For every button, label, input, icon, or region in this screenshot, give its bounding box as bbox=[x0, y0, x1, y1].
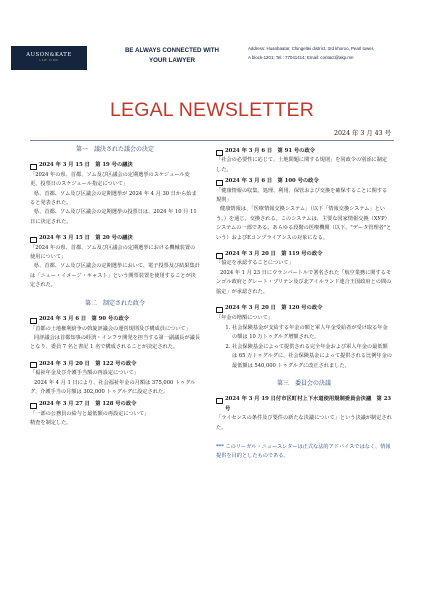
entry-heading: 2024 年 3 月 6 日 第 91 号の政令 bbox=[216, 147, 392, 156]
issue-number: 2024 年 3 月 43 号 bbox=[334, 130, 391, 137]
entry-text: 県、首都、ソム及び区議会の定期選挙が 2024 年 4 月 30 日から始まると発表された。 bbox=[30, 190, 197, 207]
disclaimer-stars: *** bbox=[216, 443, 224, 450]
entry-text: 「社会の必要性に応じて、土地問題に関する規則」を同政令の別添に制定した。 bbox=[216, 157, 388, 173]
firm-logo bbox=[11, 46, 87, 70]
entry-text: 「首都の土地権利紛争の斡旋評議会の運営規則及び構成員について」 bbox=[30, 325, 191, 332]
entry-decree-120 bbox=[216, 304, 392, 371]
contact-line[interactable]: A block-1201; Tel.: 77041414; Email: contact@akp.mn bbox=[248, 55, 354, 60]
entry-decree-122 bbox=[30, 360, 200, 398]
disclaimer bbox=[216, 443, 392, 462]
entry-text: 「年金の増額について」 bbox=[216, 314, 273, 321]
entry-heading: 2024 年 3 月 6 日 第 90 号の政令 bbox=[30, 315, 200, 324]
contact-info bbox=[248, 44, 420, 62]
entry-text: 「健康情報の収集、処理、利用、保管および交換を確保することに関する規則」 bbox=[216, 187, 388, 204]
entry-text: 「ライセンスの条件及び要件の新たな決議について」という決議が制定された。 bbox=[216, 415, 392, 431]
section-heading-1: 第一 議決された議会の決定 bbox=[75, 146, 154, 153]
entry-heading: 2024 年 3 月 20 日 第 122 号の政令 bbox=[30, 360, 200, 369]
disclaimer-text: このリーガル・ニュースレターは正式な法的アドバイスではなく、情報提供を目的としたものである。 bbox=[216, 443, 391, 460]
entry-heading: 2024 年 3 月 27 日 第 128 号の政令 bbox=[30, 400, 200, 409]
entry-decree-119 bbox=[216, 250, 392, 297]
entry-heading: 2024 年 3 月 20 日 第 120 号の政令 bbox=[216, 304, 392, 313]
section-heading-2: 第二 制定された政令 bbox=[84, 299, 145, 307]
entry-heading: 2024 年 3 月 20 日 第 119 号の政令 bbox=[216, 250, 392, 259]
top-divider bbox=[30, 140, 394, 141]
right-column bbox=[216, 147, 392, 462]
entry-text: 「福祉年金及び介護手当額の再設定について」 bbox=[30, 370, 139, 377]
entry-text: 県、首都、ソム及び区議会の定期選挙の投票日は、2024 年 10 月 11 日に決定された。 bbox=[30, 209, 197, 225]
entry-decree-128 bbox=[30, 400, 200, 428]
slogan bbox=[110, 46, 234, 66]
entry-text: 2024 年 4 月 1 日により、社会福祉年金の月額は 375,000 トゥグルグ、介護手当の月額は 302,000 トゥグルグに設定された。 bbox=[30, 379, 196, 395]
entry-decree-91 bbox=[216, 147, 392, 175]
slogan-line-2: YOUR LAWYER bbox=[148, 57, 196, 64]
entry-heading: 2024 年 3 月 15 日 第 19 号の議決 bbox=[30, 161, 200, 170]
entry-text: 2024 年 1 月 23 日にウランバートルで署名された「航空業務に関するモンゴル政府とグレート・ブリテン及び北アイルランド連合王国政府との間の協定」が承認された。 bbox=[216, 269, 392, 295]
list-item: 1. 社会保険基金が支給する年金の額と軍人年金受給者が受け取る年金の額は 10 万トゥグルグ増額された。 bbox=[232, 324, 392, 343]
entry-text: 同評議会は首都知事の経済・インフラ開発を担当する第一副議長が議長となり、委員 7 名と書記 1 名で構成されることが決定された。 bbox=[30, 334, 201, 351]
entry-text: 「2024 年の県、首都、ソム及び区議会の定期選挙のスケジュール変更、投票日のスケジュール指定について」 bbox=[30, 171, 190, 188]
entry-text: 「2024 年の県、首都、ソム及び区議会の定期選挙における機械装置の使用について」 bbox=[30, 244, 196, 261]
entry-text: 「一部の公務員の給与と最低額の再設定について」 bbox=[30, 410, 150, 417]
entry-committee-resolution-23 bbox=[216, 395, 392, 433]
entry-heading: 2024 年 3 月 15 日 第 20 号の議決 bbox=[30, 234, 200, 243]
section-heading-3: 第三 委員会の決議 bbox=[276, 379, 331, 387]
logo-text: AUSON&KATE bbox=[26, 52, 72, 59]
entry-resolution-20 bbox=[30, 234, 200, 290]
slogan-line-1: BE ALWAYS CONNECTED WITH bbox=[124, 47, 220, 54]
newsletter-title: LEGAL NEWSLETTER bbox=[109, 99, 315, 121]
entry-text: 「協定を承認することについて」 bbox=[216, 260, 294, 267]
pension-items-list bbox=[216, 324, 392, 371]
list-item: 2. 社会保険基金によって提供される完全年金および軍人年金の最低額は 65 万トゥグルグに、社会保険基金によって提供される比例年金の最低額は 540,000 トゥグルグに改正されました。 bbox=[232, 343, 392, 371]
entry-decree-90 bbox=[30, 315, 200, 353]
logo-subtext: LAW FIRM bbox=[39, 59, 59, 63]
address-line: Address: Huanbaatar, Chingeltei district, 3rd khoroo, Pearl tower, bbox=[248, 46, 375, 51]
entry-heading: 2024 年 3 月 19 日付市区町村上下水道使用規制委員会決議 第 23 号 bbox=[216, 395, 392, 414]
entry-heading: 2024 年 3 月 6 日 第 100 号の政令 bbox=[216, 177, 392, 186]
left-column bbox=[30, 145, 200, 429]
entry-text: 健康情報は、「医療情報交換システム」（以下「情報交換システム」という。）を通じ、交換される。このシステムは、主要な国家情報交換（ХУР）システムの一部である。あらゆる段階の医療機関（以下、"データ管理者"という）およびEコンプライアンスの対象になる。 bbox=[216, 206, 392, 241]
entry-decree-100 bbox=[216, 177, 392, 243]
entry-text: 精査を制定した。 bbox=[30, 420, 72, 427]
entry-text: 県、首都、ソム及び区議会の定期選挙において、電子投票及び結果集計は「ニュー・イメージ・キャスト」という開票装置を使用することが決定された。 bbox=[30, 263, 200, 289]
entry-resolution-19 bbox=[30, 161, 200, 227]
